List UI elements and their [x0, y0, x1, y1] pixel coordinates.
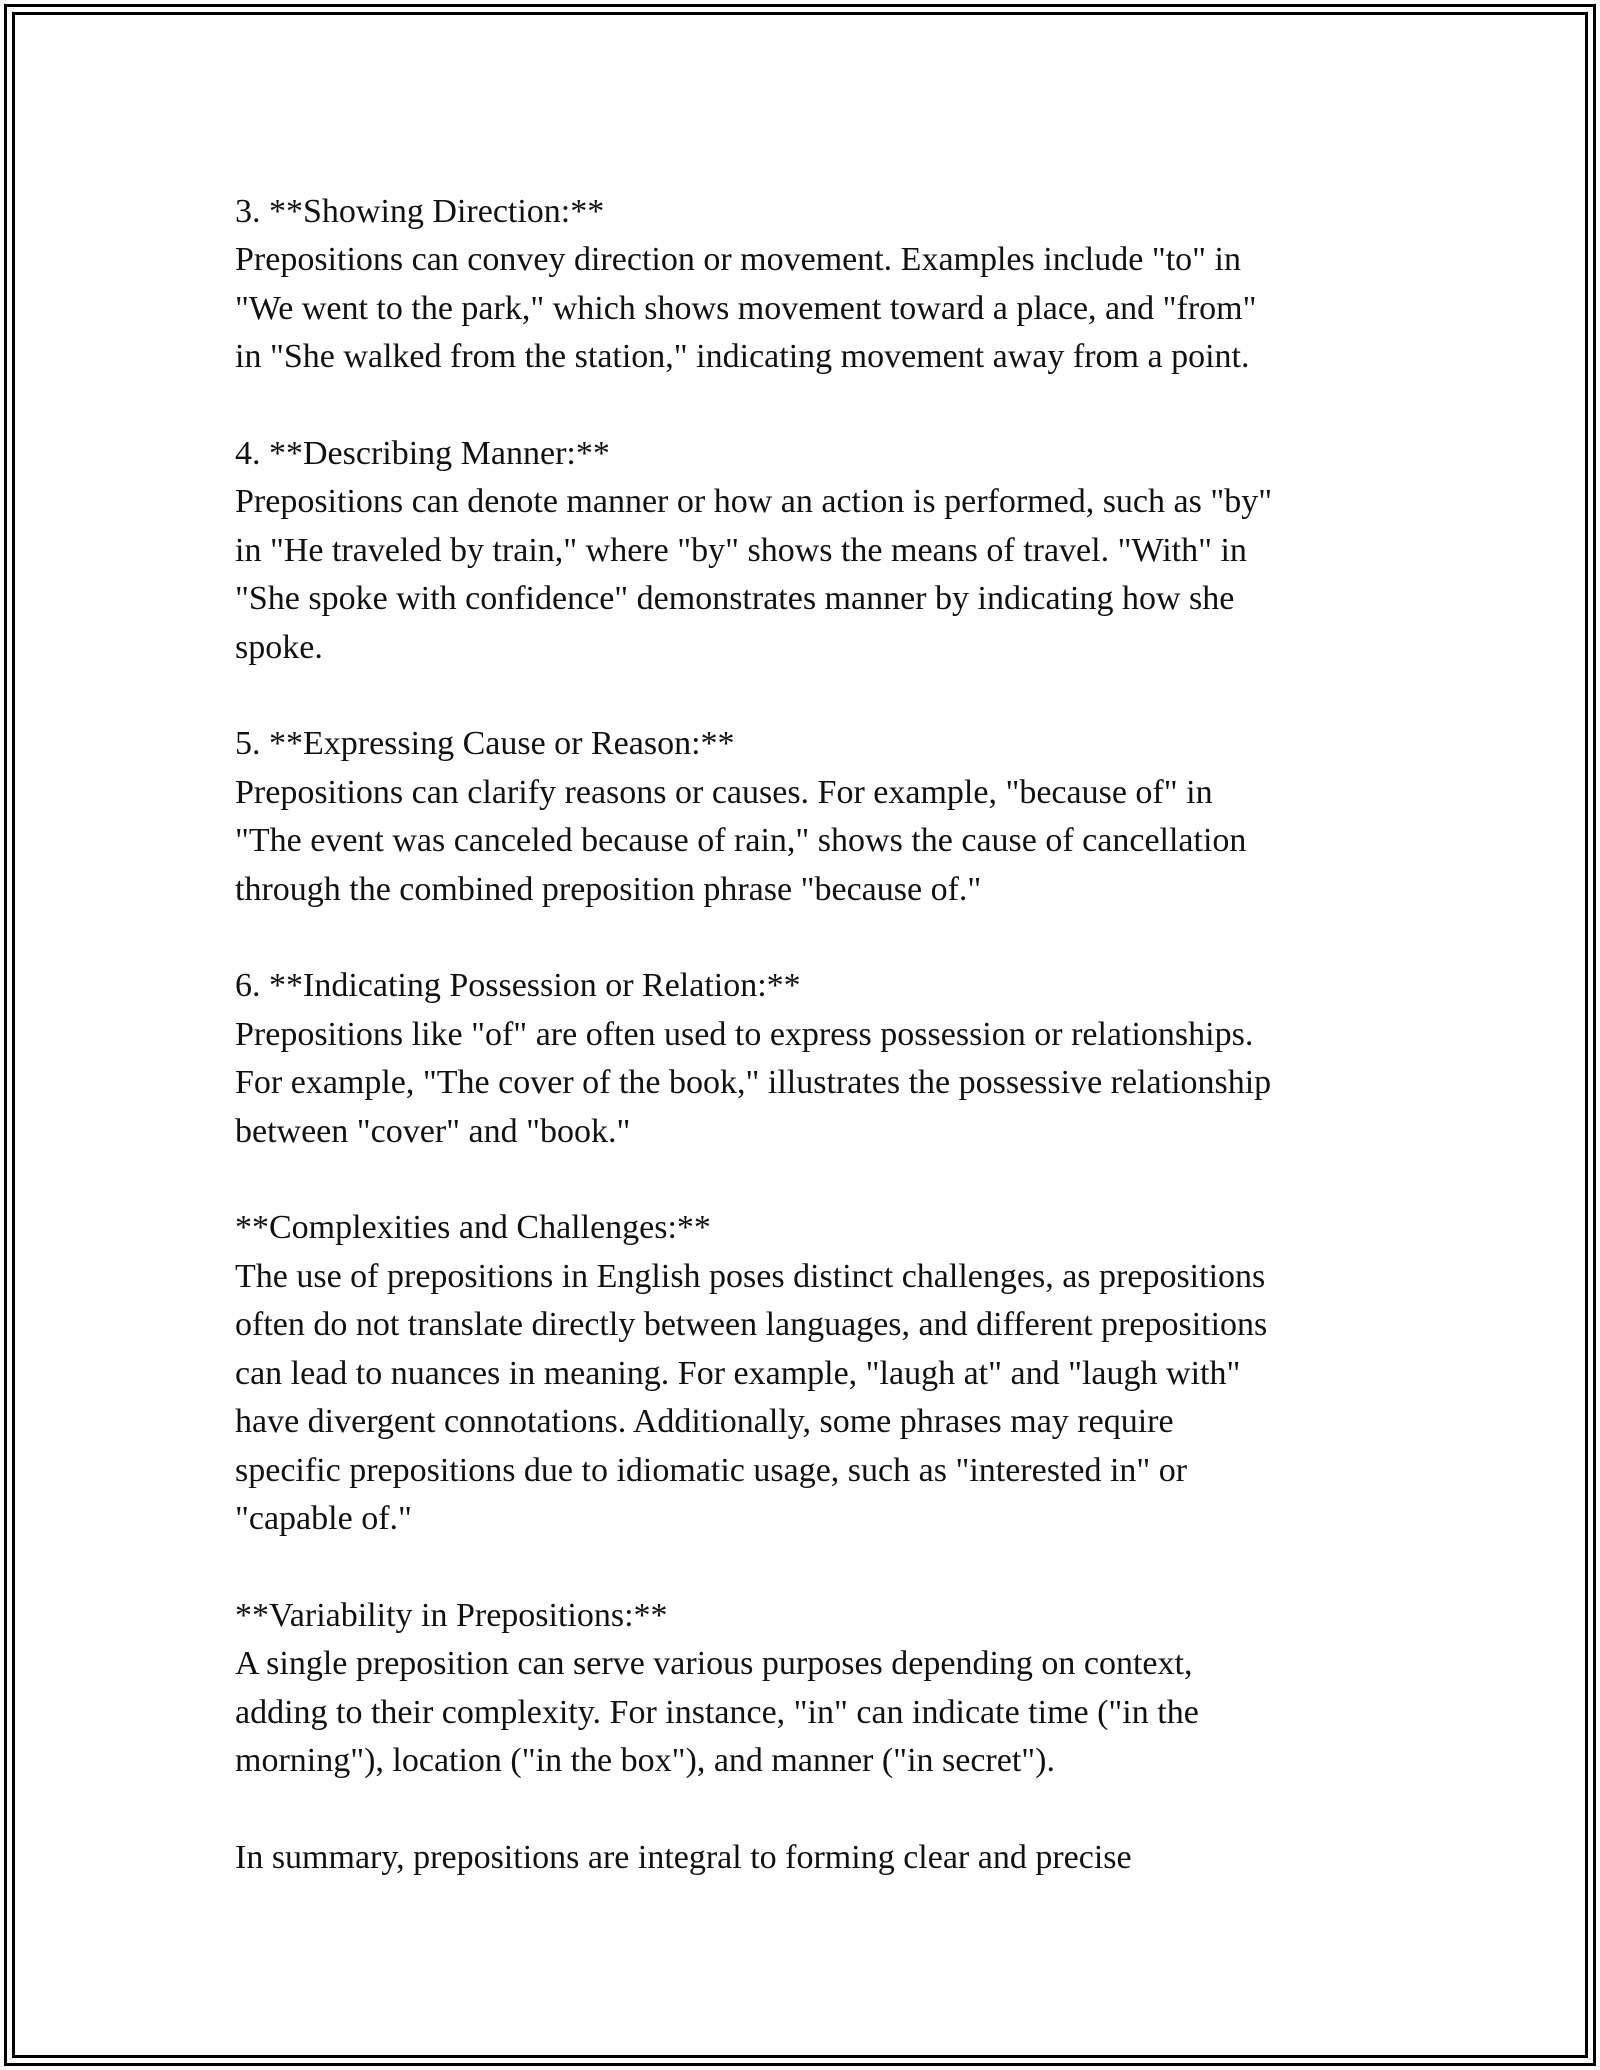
- section-heading: **Variability in Prepositions:**: [235, 1596, 668, 1634]
- section-expressing-cause: [235, 720, 1365, 914]
- text-line: adding to their complexity. For instance, "in" can indicate time ("in the: [235, 1693, 1199, 1731]
- section-heading: 4. **Describing Manner:**: [235, 435, 610, 473]
- text-line: specific prepositions due to idiomatic usage, such as "interested in" or: [235, 1451, 1188, 1489]
- section-indicating-possession: [235, 962, 1365, 1156]
- section-describing-manner: [235, 430, 1365, 672]
- text-line: A single preposition can serve various purposes depending on context,: [235, 1645, 1193, 1683]
- section-heading: 5. **Expressing Cause or Reason:**: [235, 725, 735, 763]
- text-line: Prepositions can denote manner or how an action is performed, such as "by": [235, 483, 1273, 521]
- text-line: between "cover" and "book.": [235, 1112, 631, 1150]
- text-line: Prepositions can convey direction or movement. Examples include "to" in: [235, 241, 1241, 279]
- text-line: The use of prepositions in English poses distinct challenges, as prepositions: [235, 1257, 1266, 1295]
- text-line: morning"), location ("in the box"), and manner ("in secret").: [235, 1741, 1055, 1779]
- text-line: in "He traveled by train," where "by" shows the means of travel. "With" in: [235, 531, 1247, 569]
- section-complexities-challenges: [235, 1204, 1365, 1543]
- text-line: have divergent connotations. Additionally, some phrases may require: [235, 1403, 1174, 1441]
- text-line: "capable of.": [235, 1499, 412, 1537]
- section-heading: **Complexities and Challenges:**: [235, 1209, 711, 1247]
- text-line: in "She walked from the station," indicating movement away from a point.: [235, 338, 1250, 376]
- text-line: can lead to nuances in meaning. For example, "laugh at" and "laugh with": [235, 1354, 1241, 1392]
- text-line: spoke.: [235, 628, 323, 666]
- text-line: "We went to the park," which shows movement toward a place, and "from": [235, 289, 1257, 327]
- text-line: For example, "The cover of the book," illustrates the possessive relationship: [235, 1064, 1272, 1102]
- section-heading: 3. **Showing Direction:**: [235, 193, 605, 230]
- text-line: often do not translate directly between languages, and different prepositions: [235, 1306, 1268, 1344]
- text-line: Prepositions like "of" are often used to express possession or relationships.: [235, 1015, 1254, 1053]
- section-showing-direction: [235, 188, 1365, 382]
- text-line: Prepositions can clarify reasons or causes. For example, "because of" in: [235, 773, 1213, 811]
- text-line: "The event was canceled because of rain," shows the cause of cancellation: [235, 822, 1247, 860]
- text-line: "She spoke with confidence" demonstrates manner by indicating how she: [235, 580, 1235, 618]
- section-summary: [235, 1834, 1365, 1882]
- document-body: [235, 188, 1365, 1882]
- section-heading: 6. **Indicating Possession or Relation:**: [235, 967, 801, 1005]
- section-variability: [235, 1592, 1365, 1786]
- text-line: In summary, prepositions are integral to forming clear and precise: [235, 1838, 1132, 1876]
- text-line: through the combined preposition phrase "because of.": [235, 870, 982, 908]
